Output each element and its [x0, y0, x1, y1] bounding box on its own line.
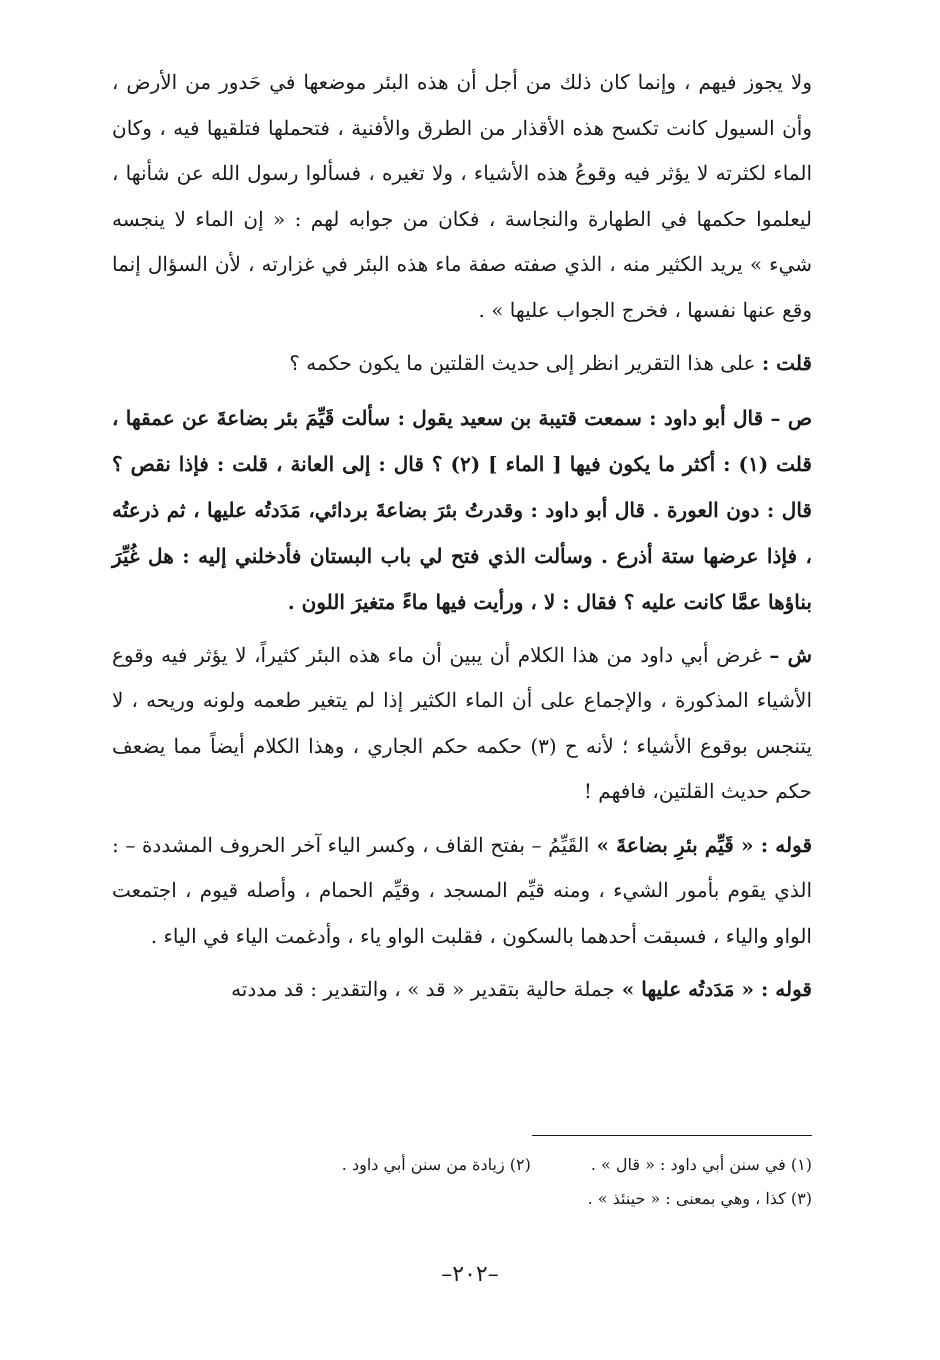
text-line: قلت : فإذا نقص ؟ قال : دون العورة . قال أبو داود : وقدرتُ بئرَ بضاعةَ — [112, 451, 812, 522]
footnote-divider — [532, 1135, 812, 1136]
text-line: منه ، الذي صفته صفة ماء هذه البئر في غزارته ، لأن السؤال إنما وقع — [112, 252, 812, 322]
text-line: بردائي، مَدَدتُه عليها ، ثم ذرعتُه ، فإذا عرضها ستة أذرع . وسألت الذي فتح — [112, 497, 812, 568]
text-line: جملة حالية بتقدير « قد » ، والتقدير : قد مددته — [231, 977, 615, 1001]
text-line: عن عمقها ، قلت (١) : أكثر ما يكون فيها [ الماء ] (٢) ؟ قال : إلى العانة ، — [112, 405, 812, 476]
text-line: ورأيت فيها ماءً متغيرَ اللون . — [287, 589, 524, 614]
text-line: وأصله قيوم ، اجتمعت الواو والياء ، فسبقت أحدهما بالسكون ، فقلبت — [112, 878, 812, 948]
footnote-2: (٢) زيادة من سنن أبي داود . — [341, 1155, 531, 1174]
quoted-phrase: « قَيِّم بئرِ بضاعةَ » — [589, 832, 761, 857]
qawluh-label: قوله : — [760, 977, 812, 1001]
text-line: الواو ياء ، وأدغمت الياء في الياء . — [150, 923, 425, 948]
paragraph-2 — [112, 341, 812, 387]
qawluh-label: قوله : — [760, 832, 812, 857]
text-line: ولا يجوز فيهم ، وإنما كان ذلك من أجل أن هذه البئر موضعها في حَدور — [219, 70, 812, 94]
text-line: فتحملها فتلقيها فيه ، وكان الماء لكثرته لا يؤثر فيه وقوعُ هذه الأشياء ، ولا — [112, 115, 812, 185]
footnote-1: (١) في سنن أبي داود : « قال » . — [590, 1155, 812, 1174]
text-line: على هذا التقرير انظر إلى حديث القلتين ما يكون حكمه ؟ — [289, 351, 762, 375]
text-line: فافهم ! — [583, 779, 646, 803]
hadith-text — [112, 395, 812, 625]
page-number: –٢٠٢– — [441, 1262, 499, 1287]
text-line: ص – قال أبو داود : سمعت قتيبة بن سعيد يقول : سألت قَيِّمَ بئر بضاعةَ — [216, 405, 812, 430]
paragraph-qawluh-1 — [112, 823, 812, 960]
footnotes — [112, 1148, 812, 1216]
text-line: عنها نفسها ، فخرج الجواب عليها » . — [478, 297, 776, 322]
paragraph-1 — [112, 60, 812, 333]
footnote-row — [112, 1148, 812, 1182]
text-line: من الأرض ، وأن السيول كانت تكسح هذه الأقذار من الطرق والأفنية ، — [112, 70, 812, 140]
text-line: غرض أبي داود من هذا الكلام أن يبين أن ماء هذه البئر — [306, 642, 770, 667]
text-line: إذا لم يتغير طعمه ولونه وريحه ، لا يتنجس بوقوع الأشياء ؛ لأنه ح (٣) — [112, 688, 813, 758]
text-line: لي باب البستان فأدخلني إليه : هل غُيِّرَ بناؤها عمَّا كانت عليه ؟ فقال : لا ، — [112, 543, 812, 614]
footnote-3: (٣) كذا ، وهي بمعنى : « حينئذ » . — [587, 1189, 812, 1208]
paragraph-sharh — [112, 633, 812, 815]
sharh-label: ش – — [769, 642, 812, 667]
text-line: كثيراً، لا يؤثر فيه وقوع الأشياء المذكورة ، والإجماع على أن الماء الكثير — [112, 642, 813, 712]
text-line: حكمه حكم الجاري ، وهذا الكلام أيضاً مما يضعف حكم حديث القلتين، — [112, 733, 812, 803]
text-line: تغيره ، فسألوا رسول الله عن شأنها ، ليعلموا حكمها في الطهارة — [112, 161, 812, 231]
footnote-row — [112, 1182, 812, 1216]
text-line: والنجاسة ، فكان من جوابه لهم : « إن الماء لا ينجسه شيء » يريد الكثير — [112, 206, 813, 276]
quoted-phrase: « مَدَدتُه عليها » — [614, 977, 761, 1001]
paragraph-qawluh-2 — [112, 967, 812, 1013]
text-line: القَيِّمُ – بفتح القاف ، وكسر الياء آخر الحروف — [219, 832, 590, 857]
qult-label: قلت : — [761, 351, 812, 375]
text-line: المشددة – : الذي يقوم بأمور الشيء ، ومنه قيِّم المسجد ، وقيِّم الحمام ، — [112, 832, 812, 902]
